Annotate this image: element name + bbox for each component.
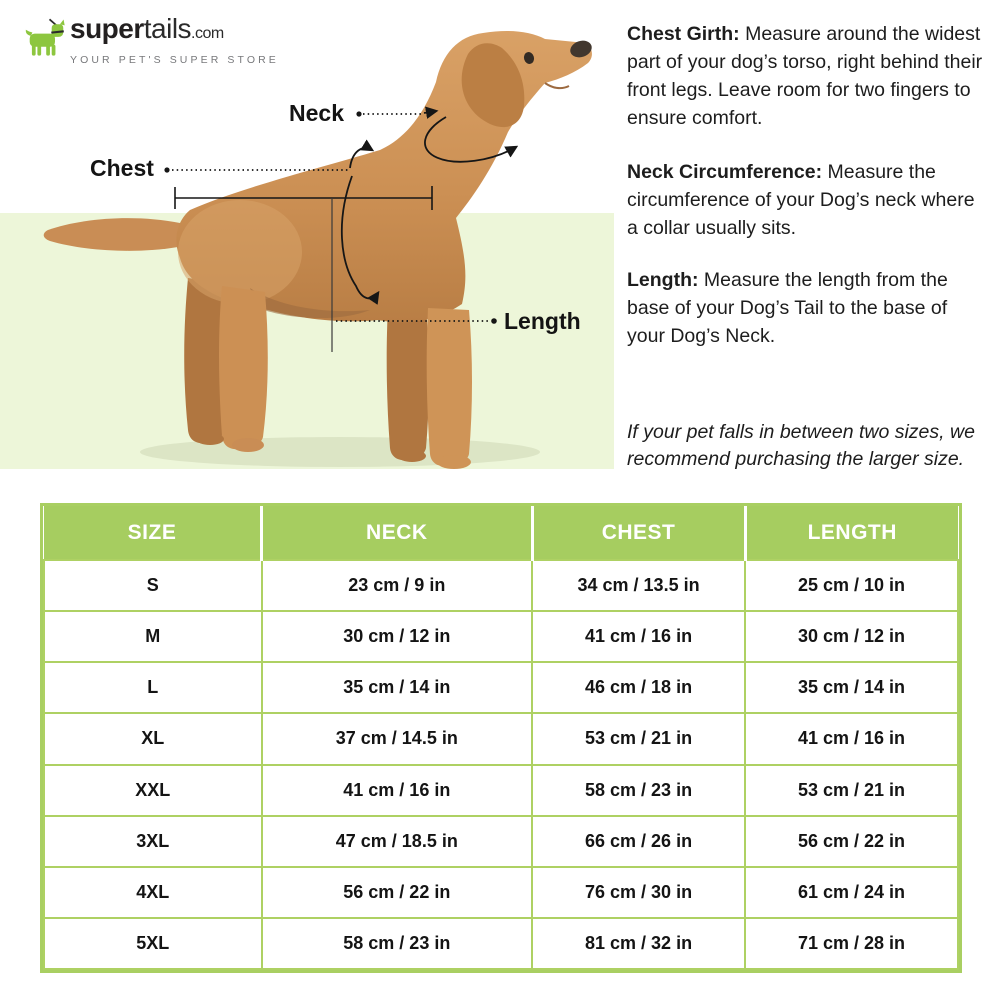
measurement-cell: 56 cm / 22 in (262, 867, 533, 918)
size-cell: XXL (44, 765, 262, 816)
measurement-cell: 81 cm / 32 in (532, 918, 745, 969)
column-header-size: SIZE (44, 506, 262, 560)
measurement-cell: 35 cm / 14 in (262, 662, 533, 713)
instruction-length-title: Length: (627, 269, 699, 291)
measurement-cell: 30 cm / 12 in (745, 611, 958, 662)
instruction-chest-girth-title: Chest Girth: (627, 23, 740, 45)
neck-label: Neck (289, 100, 344, 126)
measurement-cell: 41 cm / 16 in (745, 713, 958, 764)
size-cell: XL (44, 713, 262, 764)
column-header-neck: NECK (262, 506, 533, 560)
size-row-l (44, 662, 958, 713)
measurement-cell: 53 cm / 21 in (532, 713, 745, 764)
measurement-cell: 25 cm / 10 in (745, 560, 958, 611)
sizing-note: If your pet falls in between two sizes, we recommend purchasing the larger size. (627, 421, 975, 470)
size-cell: 4XL (44, 867, 262, 918)
size-row-3xl (44, 816, 958, 867)
size-row-xl (44, 713, 958, 764)
logo-dog-icon (22, 18, 66, 58)
instruction-chest-girth (627, 20, 989, 132)
instruction-neck-title: Neck Circumference: (627, 161, 823, 183)
measurement-cell: 46 cm / 18 in (532, 662, 745, 713)
size-row-xxl (44, 765, 958, 816)
measurement-cell: 76 cm / 30 in (532, 867, 745, 918)
size-cell: 5XL (44, 918, 262, 969)
brand-name-bold: super (70, 13, 144, 44)
size-cell: L (44, 662, 262, 713)
length-label: Length (504, 308, 581, 334)
measurement-cell: 37 cm / 14.5 in (262, 713, 533, 764)
size-row-s (44, 560, 958, 611)
size-chart-body (44, 560, 958, 969)
brand-tagline: YOUR PET'S SUPER STORE (70, 54, 279, 66)
size-cell: M (44, 611, 262, 662)
measurement-cell: 71 cm / 28 in (745, 918, 958, 969)
size-cell: S (44, 560, 262, 611)
measurement-cell: 41 cm / 16 in (262, 765, 533, 816)
brand-tld: .com (191, 25, 224, 42)
size-row-4xl (44, 867, 958, 918)
dog-photo-illustration (40, 20, 600, 480)
column-header-chest: CHEST (532, 506, 745, 560)
measurement-cell: 58 cm / 23 in (262, 918, 533, 969)
chest-label: Chest (90, 155, 154, 181)
measurement-cell: 23 cm / 9 in (262, 560, 533, 611)
instruction-chest-girth-body: Measure around the widest part of your dog’s torso, right behind their front legs. Leave room for two fingers to ensure comfort. (627, 23, 983, 129)
measurement-cell: 41 cm / 16 in (532, 611, 745, 662)
size-chart-header-row (44, 506, 958, 560)
instruction-length-body: Measure the length from the base of your Dog’s Tail to the base of your Dog’s Neck. (627, 269, 948, 347)
measurement-cell: 35 cm / 14 in (745, 662, 958, 713)
measurement-cell: 66 cm / 26 in (532, 816, 745, 867)
measurement-cell: 53 cm / 21 in (745, 765, 958, 816)
column-header-length: LENGTH (745, 506, 958, 560)
instruction-neck-circumference (627, 158, 989, 242)
measurement-cell: 61 cm / 24 in (745, 867, 958, 918)
measurement-cell: 58 cm / 23 in (532, 765, 745, 816)
size-row-m (44, 611, 958, 662)
measurement-cell: 30 cm / 12 in (262, 611, 533, 662)
measurement-cell: 34 cm / 13.5 in (532, 560, 745, 611)
measurement-cell: 47 cm / 18.5 in (262, 816, 533, 867)
instruction-neck-body: Measure the circumference of your Dog’s neck where a collar usually sits. (627, 161, 975, 239)
instruction-length (627, 266, 989, 350)
size-row-5xl (44, 918, 958, 969)
size-cell: 3XL (44, 816, 262, 867)
measurement-cell: 56 cm / 22 in (745, 816, 958, 867)
brand-logo (22, 14, 279, 66)
brand-logotype (70, 14, 279, 66)
size-chart-table (43, 506, 959, 970)
brand-name-light: tails (143, 13, 192, 44)
size-chart-container (40, 503, 962, 973)
